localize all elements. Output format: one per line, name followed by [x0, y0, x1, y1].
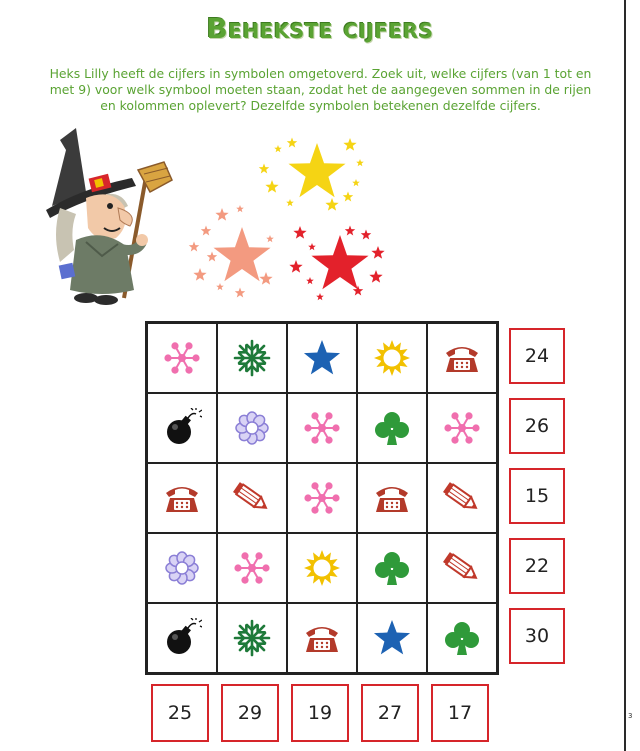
column-sum-box-3: 19 — [291, 684, 349, 742]
row-sum-box-2: 26 — [509, 398, 565, 454]
grid-cell-r1-c1 — [147, 323, 217, 393]
pencil-icon — [232, 478, 272, 518]
grid-cell-r1-c2 — [217, 323, 287, 393]
flower-pink-icon — [302, 408, 342, 448]
flower-pink-icon — [302, 478, 342, 518]
column-sum-box-4: 27 — [361, 684, 419, 742]
grid-cell-r5-c1 — [147, 603, 217, 673]
sun-icon — [372, 338, 412, 378]
grid-cell-r1-c4 — [357, 323, 427, 393]
grid-cell-r2-c3 — [287, 393, 357, 463]
star-icon — [372, 618, 412, 658]
grid-cell-r5-c2 — [217, 603, 287, 673]
flower-pink-icon — [442, 408, 482, 448]
grid-cell-r4-c3 — [287, 533, 357, 603]
telephone-icon — [302, 618, 342, 658]
stars-decoration — [180, 135, 390, 305]
clover-icon — [372, 408, 412, 448]
grid-cell-r2-c5 — [427, 393, 497, 463]
pencil-icon — [442, 548, 482, 588]
grid-cell-r5-c4 — [357, 603, 427, 673]
grid-cell-r3-c2 — [217, 463, 287, 533]
flower-pink-icon — [232, 548, 272, 588]
grid-cell-r4-c2 — [217, 533, 287, 603]
page-title: Behekste cijfers — [206, 12, 434, 45]
telephone-icon — [442, 338, 482, 378]
grid-cell-r5-c5 — [427, 603, 497, 673]
grid-cell-r1-c5 — [427, 323, 497, 393]
side-mark: 3 — [628, 712, 633, 720]
flower-pink-icon — [162, 338, 202, 378]
telephone-icon — [162, 478, 202, 518]
star-icon — [302, 338, 342, 378]
grid-cell-r3-c4 — [357, 463, 427, 533]
instructions-text: Heks Lilly heeft de cijfers in symbolen omgetoverd. Zoek uit, welke cijfers (van 1 tot en met 9) voor welk symbool moeten staan, zodat het de aangegeven sommen in de rijen en kolommen oplevert? Dezelfde symbolen betekenen dezelfde cijfers. — [49, 66, 592, 113]
snowflake-icon — [232, 338, 272, 378]
pencil-icon — [442, 478, 482, 518]
grid-cell-r2-c4 — [357, 393, 427, 463]
page-edge — [624, 0, 640, 751]
sun-icon — [302, 548, 342, 588]
grid-cell-r3-c3 — [287, 463, 357, 533]
column-sum-box-5: 17 — [431, 684, 489, 742]
big-red-star — [311, 235, 368, 289]
snowflake-icon — [232, 618, 272, 658]
row-sum-box-1: 24 — [509, 328, 565, 384]
grid-cell-r4-c5 — [427, 533, 497, 603]
bomb-icon — [162, 618, 202, 658]
flower-purple-icon — [162, 548, 202, 588]
column-sum-box-2: 29 — [221, 684, 279, 742]
grid-cell-r4-c1 — [147, 533, 217, 603]
grid-cell-r4-c4 — [357, 533, 427, 603]
grid-cell-r2-c2 — [217, 393, 287, 463]
row-sum-box-5: 30 — [509, 608, 565, 664]
row-sum-box-3: 15 — [509, 468, 565, 524]
big-salmon-star — [213, 227, 270, 281]
flower-purple-icon — [232, 408, 272, 448]
witch-illustration — [46, 122, 178, 306]
big-yellow-star — [288, 143, 345, 197]
grid-cell-r3-c1 — [147, 463, 217, 533]
bomb-icon — [162, 408, 202, 448]
column-sum-box-1: 25 — [151, 684, 209, 742]
grid-cell-r2-c1 — [147, 393, 217, 463]
telephone-icon — [372, 478, 412, 518]
grid-cell-r5-c3 — [287, 603, 357, 673]
clover-icon — [442, 618, 482, 658]
row-sum-box-4: 22 — [509, 538, 565, 594]
grid-cell-r1-c3 — [287, 323, 357, 393]
grid-cell-r3-c5 — [427, 463, 497, 533]
clover-icon — [372, 548, 412, 588]
puzzle-grid — [145, 321, 499, 675]
